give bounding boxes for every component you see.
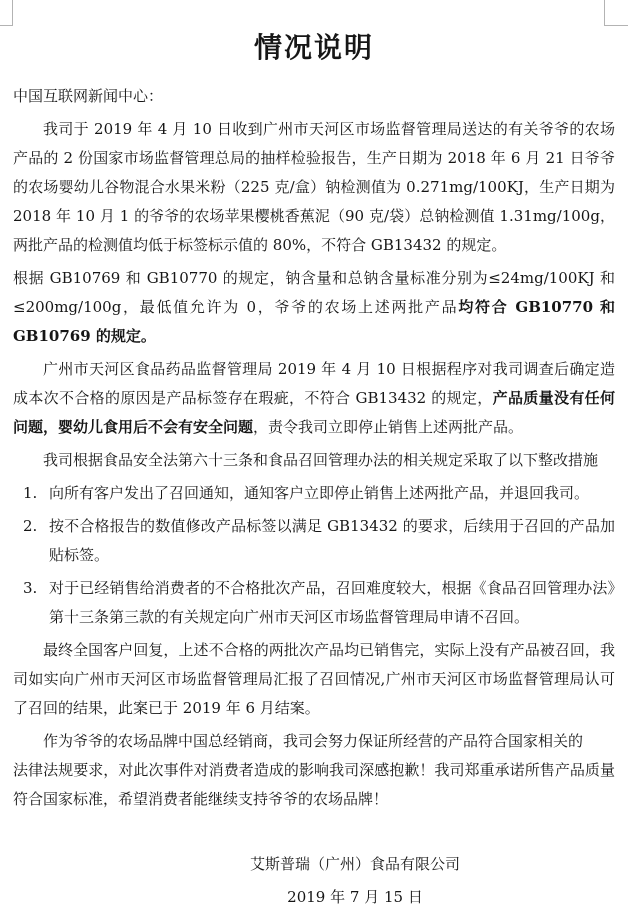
signature-block [95, 850, 615, 912]
list-item-number: 1. [23, 484, 38, 502]
paragraph-investigation-part1: 广州市天河区食品药品监督管理局 2019 年 4 月 10 日根据程序对我司调查后确定造成本次不合格的原因是产品标签存在瑕疵，不符合 GB13432 的规定， [13, 360, 615, 407]
list-item-number: 2. [23, 517, 38, 535]
page-margin-mark-left [0, 0, 13, 26]
list-item-text: 按不合格报告的数值修改产品标签以满足 GB13432 的要求，后续用于召回的产品加贴标签。 [49, 517, 615, 564]
paragraph-apology-rest: 法律法规要求，对此次事件对消费者造成的影响我司深感抱歉！我司郑重承诺所售产品质量符合国家标准，希望消费者能继续支持爷爷的农场品牌！ [13, 761, 615, 808]
paragraph-standard-normal: 根据 GB10769 和 GB10770 的规定，钠含量和总钠含量标准分别为≤24mg/100KJ 和≤200mg/100g，最低值允许为 0，爷爷的农场上述两批产品 [13, 269, 615, 316]
paragraph-report: 我司于 2019 年 4 月 10 日收到广州市天河区市场监督管理局送达的有关爷爷的农场产品的 2 份国家市场监督管理总局的抽样检验报告，生产日期为 2018 年 6 月 21 日爷爷的农场婴幼儿谷物混合水果米粉（225 克/盒）钠检测值为 0.271mg/100KJ，生产日期为 2018 年 10 月 1 的爷爷的农场苹果樱桃香蕉泥（90 克/袋）总钠检测值 1.31mg/100g，两批产品的检测值均低于标签标示值的 80%，不符合 GB13432 的规定。 [13, 120, 615, 254]
paragraph-standard [13, 264, 615, 351]
page-title: 情况说明 [253, 31, 374, 64]
list-item [13, 512, 615, 570]
list-item-text: 向所有客户发出了召回通知，通知客户立即停止销售上述两批产品，并退回我司。 [49, 484, 590, 502]
paragraph-apology-line1: 作为爷爷的农场品牌中国总经销商，我司会努力保证所经营的产品符合国家相关的 [43, 732, 584, 750]
paragraph-investigation-part2: ，责令我司立即停止销售上述两批产品。 [253, 418, 524, 436]
signature-company: 艾斯普瑞（广州）食品有限公司 [249, 855, 460, 873]
paragraph-measures-intro: 我司根据食品安全法第六十三条和食品召回管理办法的相关规定采取了以下整改措施 [43, 451, 599, 469]
list-item [13, 574, 615, 632]
salutation: 中国互联网新闻中心： [13, 87, 164, 105]
paragraph-standard-bold: 均符合 GB10770 和 GB10769 的规定。 [13, 298, 615, 345]
paragraph-result: 最终全国客户回复，上述不合格的两批次产品均已销售完，实际上没有产品被召回，我司如实向广州市天河区市场监督管理局汇报了召回情况,广州市天河区市场监督管理局认可了召回的结果，此案已于 2019 年 6 月结案。 [13, 641, 615, 717]
paragraph-investigation [13, 355, 615, 442]
document-page [13, 22, 615, 912]
paragraph-apology [13, 727, 615, 814]
paragraph-investigation-bold: 产品质量没有任何问题，婴幼儿食用后不会有安全问题 [13, 389, 615, 436]
list-item-text: 对于已经销售给消费者的不合格批次产品，召回难度较大，根据《食品召回管理办法》第十三条第三款的有关规定向广州市天河区市场监督管理局申请不召回。 [49, 579, 615, 626]
list-item [13, 479, 615, 508]
signature-date: 2019 年 7 月 15 日 [287, 888, 423, 906]
list-item-number: 3. [23, 579, 38, 597]
